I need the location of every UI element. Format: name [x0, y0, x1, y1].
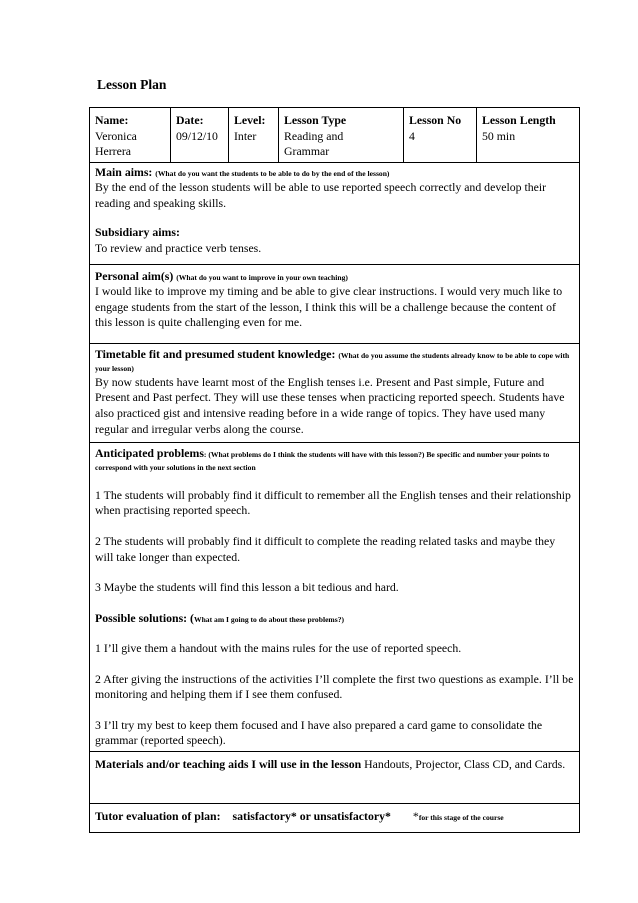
lesson-length-value: 50 min [482, 128, 516, 143]
personal-aims-cell [90, 264, 580, 343]
lesson-length-label: Lesson Length [482, 113, 556, 127]
timetable-text: By now students have learnt most of the English tenses i.e. Present and Past simple, Future and Present and Past perfect. They will use these tenses when practicing reported speech. Students have also practiced gist and intensive reading before in a wide range of topics. They have used many regular and irregular verbs along the course. [95, 374, 565, 436]
tutor-note-star: * [412, 809, 419, 823]
materials-row [90, 752, 580, 804]
personal-aims-row [90, 264, 580, 343]
personal-aims-hint: (What do you want to improve in your own teaching) [176, 272, 348, 282]
lesson-no-value: 4 [409, 128, 415, 143]
lesson-no-cell [404, 108, 477, 163]
anticipated-problems-cell [90, 442, 580, 751]
problem-item: 3 Maybe the students will find this lesson a bit tedious and hard. [95, 580, 399, 595]
tutor-evaluation-cell [90, 804, 580, 833]
timetable-label: Timetable fit and presumed student knowledge: [95, 346, 336, 361]
main-aims-row [90, 162, 580, 264]
subsidiary-aims-label: Subsidiary aims: [95, 225, 180, 240]
main-aims-label: Main aims: [95, 164, 153, 179]
date-value: 09/12/10 [176, 128, 218, 143]
date-cell [171, 108, 229, 163]
solution-item: 2 After giving the instructions of the activities I’ll complete the first two questions as example. I’ll be monitoring and helping them if I see them confused. [95, 671, 574, 702]
main-aims-cell [90, 162, 580, 264]
solution-item: 3 I’ll try my best to keep them focused and I have also prepared a card game to consolidate the grammar (reported speech). [95, 717, 543, 748]
tutor-note: for this stage of the course [418, 813, 504, 822]
lesson-length-cell [477, 108, 580, 163]
timetable-cell [90, 343, 580, 442]
lesson-type-value-1: Reading and [284, 128, 344, 143]
solution-item: 1 I’ll give them a handout with the mains rules for the use of reported speech. [95, 641, 462, 656]
name-label: Name: [95, 113, 129, 127]
name-value-last: Herrera [95, 144, 132, 159]
solutions-hint: What am I going to do about these problems?) [193, 614, 345, 624]
lesson-type-label: Lesson Type [284, 113, 347, 127]
tutor-evaluation-options: satisfactory* or unsatisfactory* [232, 809, 391, 823]
materials-text: Handouts, Projector, Class CD, and Cards. [361, 757, 566, 771]
timetable-hint: (What do you assume the students already know to be able to cope with your lesson) [95, 350, 570, 374]
problem-item: 2 The students will probably find it difficult to complete the reading related tasks and maybe they will take longer than expected. [95, 533, 556, 564]
page-title: Lesson Plan [97, 77, 167, 92]
materials-cell [90, 752, 580, 804]
lesson-type-cell [279, 108, 404, 163]
level-value: Inter [234, 128, 257, 143]
name-value-first: Veronica [95, 128, 137, 143]
personal-aims-label: Personal aim(s) [95, 268, 174, 283]
solutions-label: Possible solutions: ( [95, 610, 194, 625]
main-aims-text: By the end of the lesson students will be able to use reported speech correctly and develop their reading and speaking skills. [95, 180, 547, 210]
subsidiary-aims-text: To review and practice verb tenses. [95, 240, 262, 255]
lesson-type-value-2: Grammar [284, 144, 330, 159]
level-label: Level: [234, 113, 266, 127]
header-row [90, 108, 580, 163]
main-aims-hint: (What do you want the students to be able to do by the end of the lesson) [155, 168, 390, 178]
tutor-evaluation-label: Tutor evaluation of plan: [95, 809, 221, 823]
timetable-row [90, 343, 580, 442]
lesson-plan-table [89, 107, 580, 833]
anticipated-problems-hint: : (What problems do I think the students will have with this lesson?) Be specific and number your points to correspond with your solutions in the next section [95, 449, 550, 473]
lesson-no-label: Lesson No [409, 113, 462, 127]
name-cell [90, 108, 171, 163]
personal-aims-text: I would like to improve my timing and be able to give clear instructions. I would very much like to engage students from the start of the lesson, I think this will be a challenge because the content of this lesson is quite challenging even for me. [95, 284, 563, 330]
level-cell [229, 108, 279, 163]
materials-label: Materials and/or teaching aids I will use in the lesson [95, 757, 362, 771]
tutor-evaluation-row [90, 804, 580, 833]
anticipated-problems-label: Anticipated problems [95, 445, 204, 460]
anticipated-problems-row [90, 442, 580, 751]
date-label: Date: [176, 113, 204, 127]
problem-item: 1 The students will probably find it difficult to remember all the English tenses and their relationship when practising reported speech. [95, 487, 571, 518]
